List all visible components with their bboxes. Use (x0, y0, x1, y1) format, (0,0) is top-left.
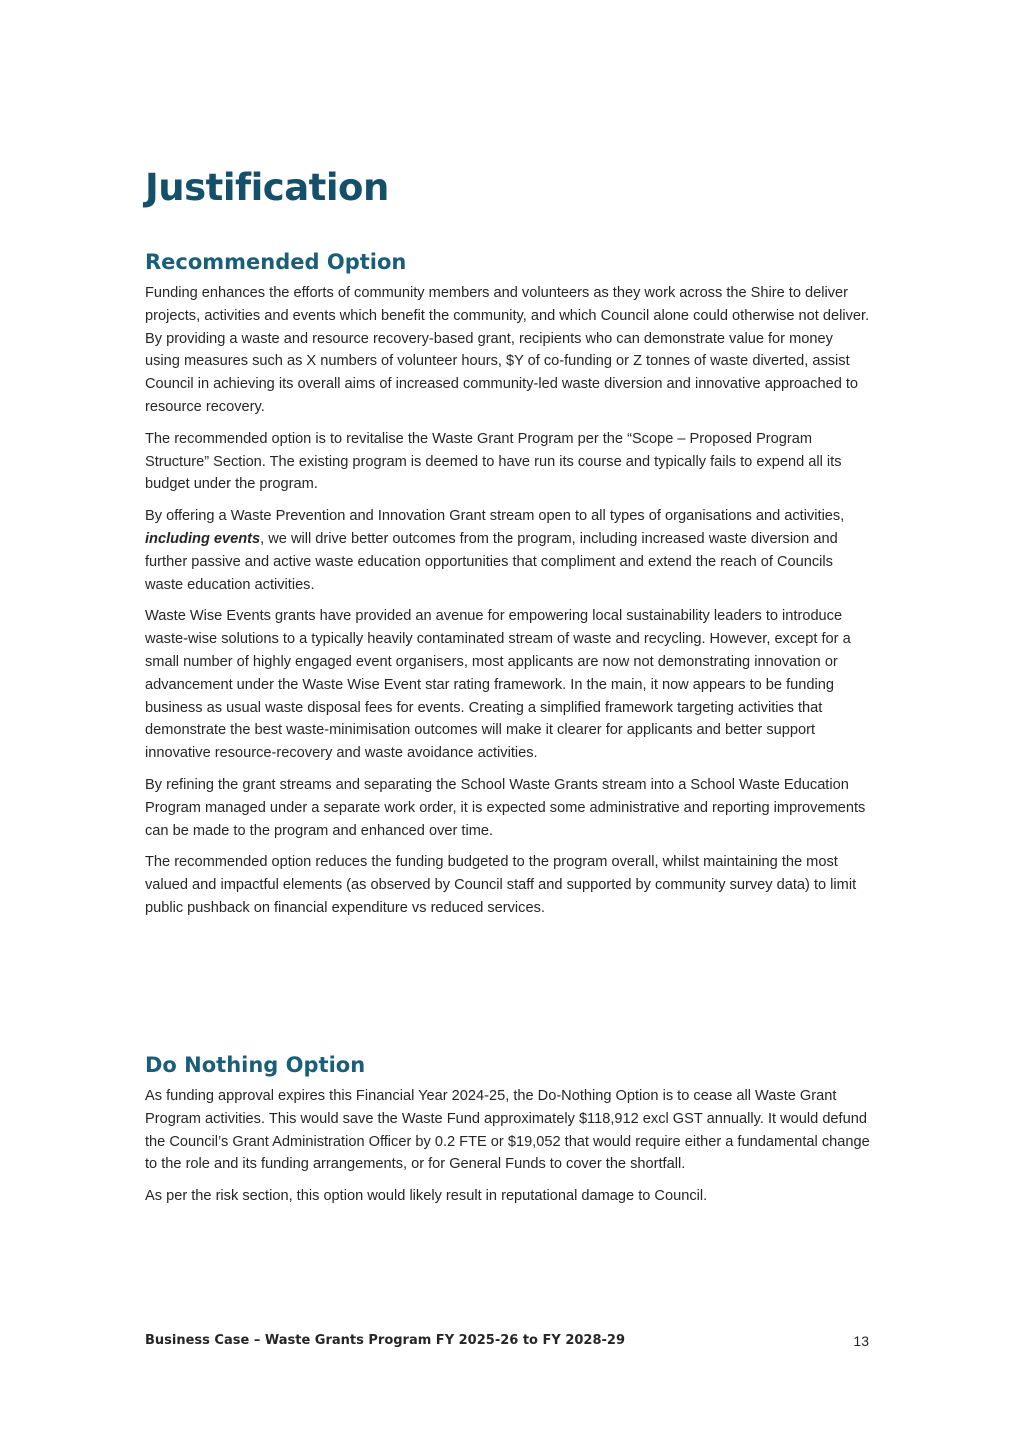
emphasized-text: including events (145, 530, 261, 547)
paragraph: As per the risk section, this option would likely result in reputational damage to Council. (145, 1188, 708, 1205)
footer-text: Business Case – Waste Grants Program FY 2025-26 to FY 2028-29 (145, 1333, 625, 1348)
page-number: 13 (853, 1333, 869, 1349)
section-heading: Recommended Option (145, 250, 407, 274)
paragraph: The recommended option reduces the funding budgeted to the program overall, whilst maintaining the most valued and impactful elements (as observed by Council staff and supported by community survey data) to limit public pushback on financial expenditure vs reduced services. (145, 854, 857, 916)
paragraph-text: , we will drive better outcomes from the program, including increased waste diversion and further passive and active waste education opportunities that compliment and extend the reach of Councils waste education activities. (145, 530, 838, 593)
section-do-nothing-option (145, 1053, 871, 1217)
page-title: Justification (145, 166, 389, 209)
section-recommended-option (145, 250, 871, 929)
page-footer (145, 1333, 871, 1355)
paragraph: By refining the grant streams and separating the School Waste Grants stream into a School Waste Education Program managed under a separate work order, it is expected some administrative and reporting improvements can be made to the program and enhanced over time. (145, 776, 866, 839)
paragraph (145, 505, 871, 596)
paragraph: Funding enhances the efforts of community members and volunteers as they work across the Shire to deliver projects, activities and events which benefit the community, and which Council alone could otherwise not deliver. By providing a waste and resource recovery-based grant, recipients who can demonstrate value for money using measures such as X numbers of volunteer hours, $Y of co-funding or Z tonnes of waste diverted, assist Council in achieving its overall aims of increased community-led waste diversion and innovative approached to resource recovery. (145, 285, 870, 415)
paragraph: Waste Wise Events grants have provided an avenue for empowering local sustainability leaders to introduce waste-wise solutions to a typically heavily contaminated stream of waste and recycling. However, except for a small number of highly engaged event organisers, most applicants are now not demonstrating innovation or advancement under the Waste Wise Event star rating framework. In the main, it now appears to be funding business as usual waste disposal fees for events. Creating a simplified framework targeting activities that demonstrate the best waste-minimisation outcomes will make it clearer for applicants and better support innovative resource-recovery and waste avoidance activities. (145, 608, 851, 762)
paragraph: The recommended option is to revitalise the Waste Grant Program per the “Scope – Proposed Program Structure” Section. The existing program is deemed to have run its course and typically fails to expend all its budget under the program. (145, 430, 842, 493)
section-heading: Do Nothing Option (145, 1053, 366, 1077)
paragraph-text: By offering a Waste Prevention and Innovation Grant stream open to all types of organisations and activities, (145, 508, 845, 525)
paragraph: As funding approval expires this Financial Year 2024-25, the Do-Nothing Option is to cease all Waste Grant Program activities. This would save the Waste Fund approximately $118,912 excl GST annually. It would defund the Council’s Grant Administration Officer by 0.2 FTE or $19,052 that would require either a fundamental change to the role and its funding arrangements, or for General Funds to cover the shortfall. (145, 1088, 870, 1173)
